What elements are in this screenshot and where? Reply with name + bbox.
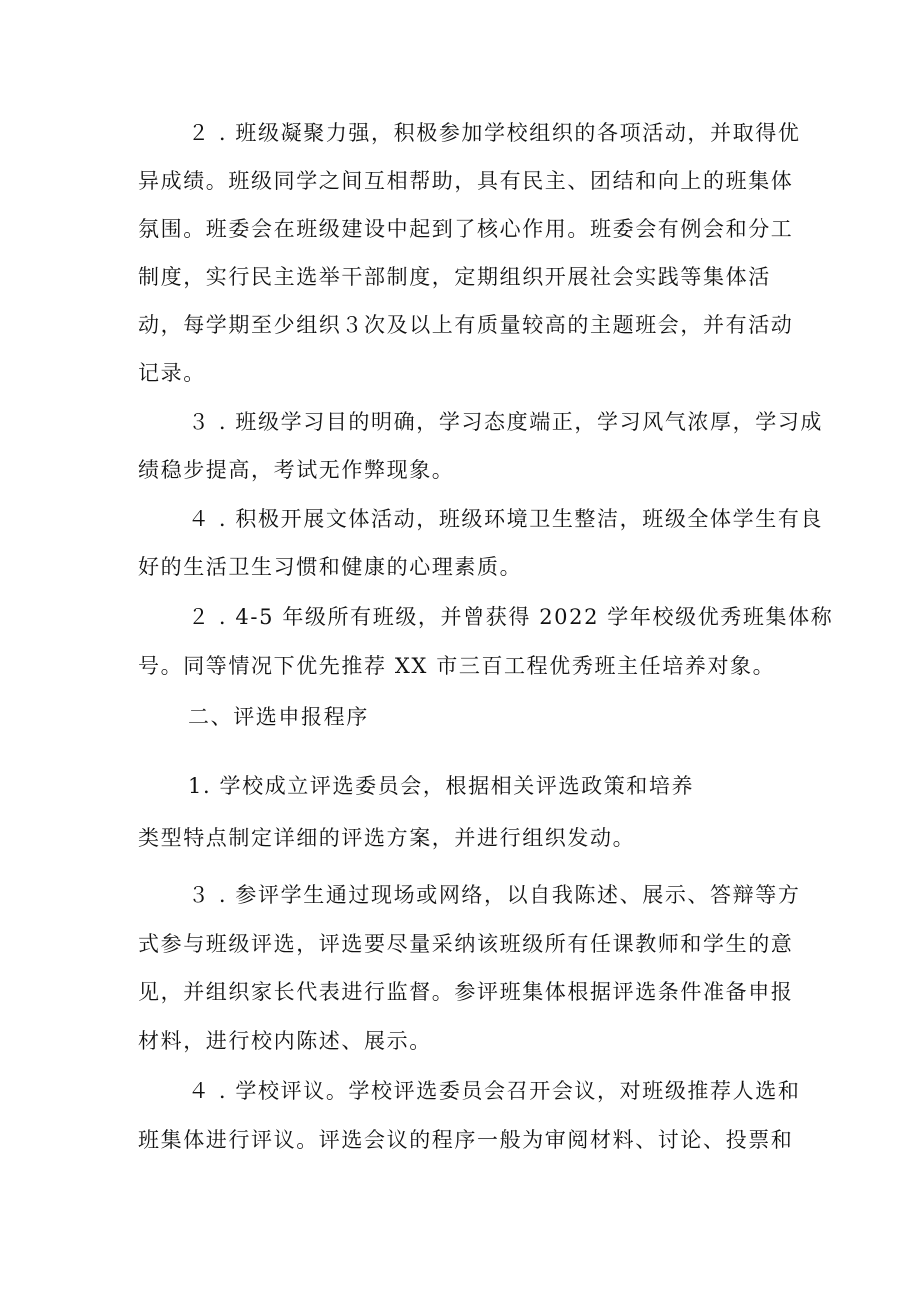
paragraph-line: 制度，实行民主选举干部制度，定期组织开展社会实践等集体活 — [138, 265, 771, 289]
paragraph-line: 班集体进行评议。评选会议的程序一般为审阅材料、讨论、投票和 — [138, 1128, 794, 1152]
paragraph-line: 号。同等情况下优先推荐 XX 市三百工程优秀班主任培养对象。 — [138, 654, 776, 678]
paragraph-line: ２ . 4-5 年级所有班级，并曾获得 2022 学年校级优秀班集体称 — [188, 605, 834, 629]
paragraph-line: ３ . 班级学习目的明确，学习态度端正，学习风气浓厚，学习成 — [188, 410, 824, 434]
paragraph-line: 类型特点制定详细的评选方案，并进行组织发动。 — [138, 826, 636, 850]
paragraph-line: 记录。 — [138, 361, 206, 385]
paragraph-line: 见，并组织家长代表进行监督。参评班集体根据评选条件准备申报 — [138, 980, 794, 1004]
paragraph-line: ４ . 学校评议。学校评选委员会召开会议，对班级推荐人选和 — [188, 1079, 801, 1103]
paragraph-line: 好的生活卫生习惯和健康的心理素质。 — [138, 555, 523, 579]
paragraph-line: 1. 学校成立评选委员会，根据相关评选政策和培养 — [188, 774, 695, 798]
paragraph-line: ３ . 参评学生通过现场或网络，以自我陈述、展示、答辩等方 — [188, 883, 801, 907]
paragraph-line: ４ . 积极开展文体活动，班级环境卫生整洁，班级全体学生有良 — [188, 507, 824, 531]
section-heading: 二、评选申报程序 — [188, 705, 369, 729]
paragraph-line: 氛围。班委会在班级建设中起到了核心作用。班委会有例会和分工 — [138, 217, 794, 241]
paragraph-line: 动，每学期至少组织３次及以上有质量较高的主题班会，并有活动 — [138, 313, 794, 337]
paragraph-line: ２ . 班级凝聚力强，积极参加学校组织的各项活动，并取得优 — [188, 121, 801, 145]
paragraph-line: 式参与班级评选，评选要尽量采纳该班级所有任课教师和学生的意 — [138, 932, 794, 956]
paragraph-line: 异成绩。班级同学之间互相帮助，具有民主、团结和向上的班集体 — [138, 169, 794, 193]
paragraph-line: 材料，进行校内陈述、展示。 — [138, 1029, 432, 1053]
paragraph-line: 绩稳步提高，考试无作弊现象。 — [138, 458, 455, 482]
